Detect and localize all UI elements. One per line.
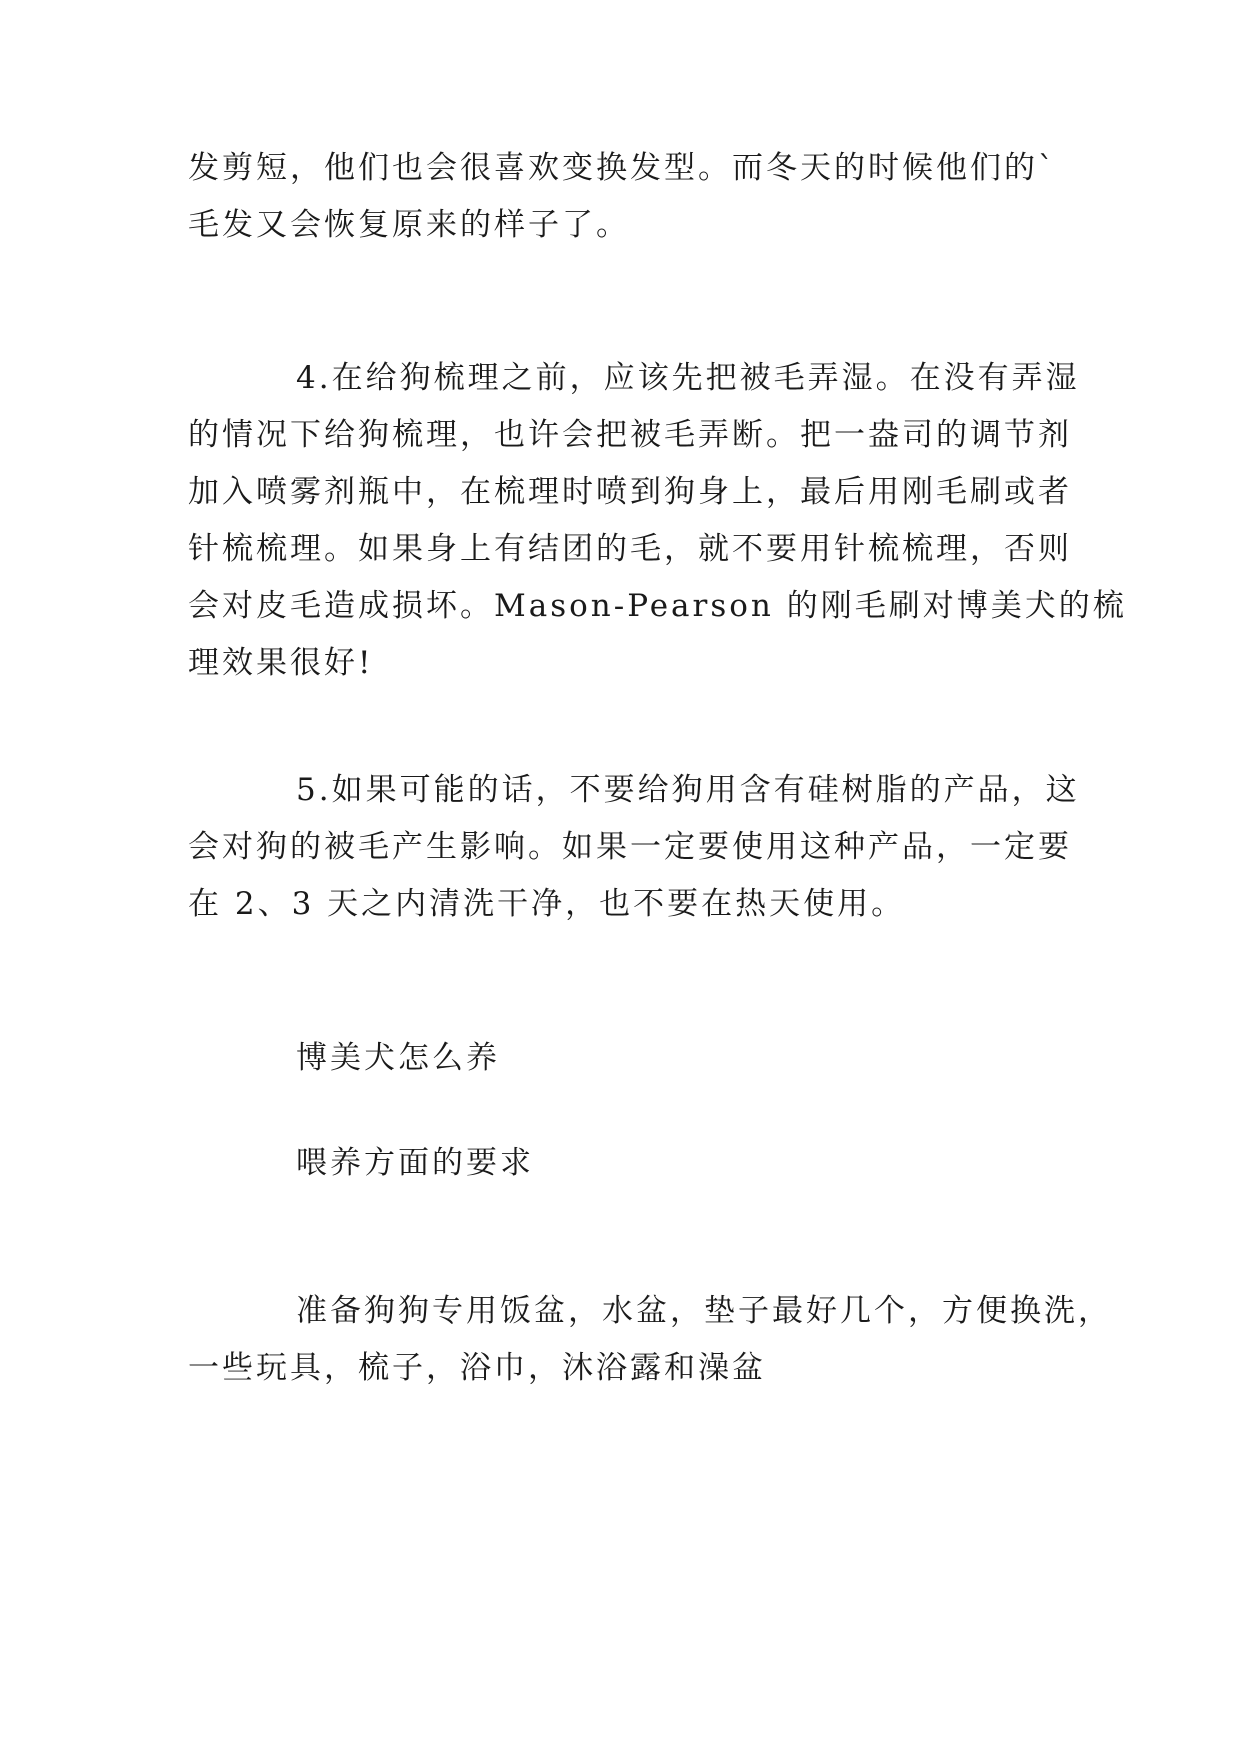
text-line: 针梳梳理。如果身上有结团的毛，就不要用针梳梳理，否则 <box>188 531 1072 567</box>
text-line: 准备狗狗专用饭盆，水盆，垫子最好几个，方便换洗， <box>296 1293 1112 1329</box>
section-title: 博美犬怎么养 <box>296 1040 500 1076</box>
text-line: 5.如果可能的话，不要给狗用含有硅树脂的产品，这 <box>296 772 1080 808</box>
text-line: 4.在给狗梳理之前，应该先把被毛弄湿。在没有弄湿 <box>296 360 1080 396</box>
text-line: 加入喷雾剂瓶中，在梳理时喷到狗身上，最后用刚毛刷或者 <box>188 474 1072 510</box>
paragraph-item-5 <box>188 762 1080 933</box>
paragraph-continuation <box>188 140 1057 254</box>
subsection-title: 喂养方面的要求 <box>296 1145 534 1181</box>
text-line: 一些玩具，梳子，浴巾，沐浴露和澡盆 <box>188 1350 766 1386</box>
paragraph-item-4 <box>188 350 1127 692</box>
text-line: 会对狗的被毛产生影响。如果一定要使用这种产品，一定要 <box>188 829 1072 865</box>
paragraph-supplies <box>188 1283 1112 1397</box>
text-line: 会对皮毛造成损坏。Mason-Pearson 的刚毛刷对博美犬的梳 <box>188 588 1127 624</box>
text-line: 发剪短，他们也会很喜欢变换发型。而冬天的时候他们的` <box>188 150 1057 186</box>
text-line: 的情况下给狗梳理，也许会把被毛弄断。把一盎司的调节剂 <box>188 417 1072 453</box>
text-line: 毛发又会恢复原来的样子了。 <box>188 207 630 243</box>
text-line: 理效果很好! <box>188 645 374 681</box>
text-line: 在 2、3 天之内清洗干净，也不要在热天使用。 <box>188 886 906 922</box>
